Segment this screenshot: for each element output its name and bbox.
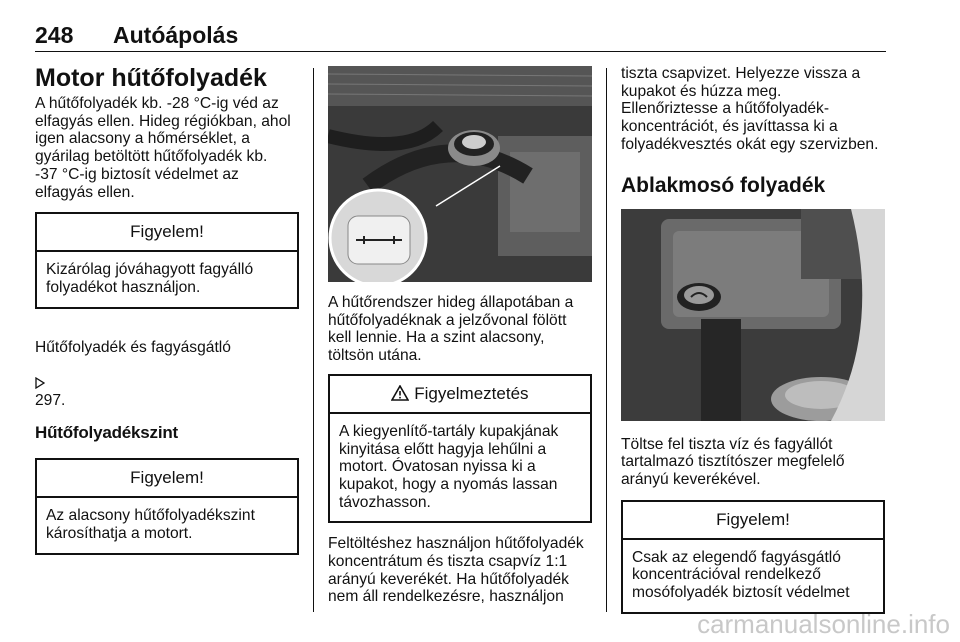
column-2 xyxy=(328,60,592,606)
page-number: 248 xyxy=(35,22,74,48)
notice-box-low-level xyxy=(35,458,299,554)
notice-box-approved-antifreeze xyxy=(35,212,299,308)
column-1 xyxy=(35,60,299,555)
coolant-level-text: A hűtőrendszer hideg állapotában a hűtőfolyadéknak a jelzővonal fölött kell lennie. Ha a szint alacsony, töltsön utána. xyxy=(328,294,574,365)
column-3 xyxy=(621,60,885,614)
reference-page: 297. xyxy=(35,392,66,410)
coolant-heading: Motor hűtőfolyadék xyxy=(35,64,267,92)
warning-triangle-icon xyxy=(391,385,409,401)
cross-reference xyxy=(35,322,299,411)
refill-continued-text: tiszta csapvizet. Helyezze vissza a kupakot és húzza meg. Ellenőriztesse a hűtőfolyadék- koncentrációt, és javíttassa ki a folyadékvesztés okát egy szervizben. xyxy=(621,65,879,153)
notice-box-washer xyxy=(621,500,885,614)
washer-reservoir-photo xyxy=(621,209,885,421)
washer-fluid-heading: Ablakmosó folyadék xyxy=(621,173,826,197)
coolant-reservoir-illustration xyxy=(328,66,592,282)
page-ref-arrow-icon xyxy=(35,377,45,389)
notice-text: Csak az elegendő fagyásgátló koncentrációval rendelkező mosófolyadék biztosít védelmet xyxy=(632,548,850,602)
notice-text: Az alacsony hűtőfolyadékszint károsíthatja a motort. xyxy=(46,507,255,542)
refill-text: Feltöltéshez használjon hűtőfolyadék koncentrátum és tiszta csapvíz 1:1 arányú keverékét. Ha hűtőfolyadék nem áll rendelkezésre, használjon xyxy=(328,535,584,606)
notice-text: Kizárólag jóváhagyott fagyálló folyadékot használjon. xyxy=(46,261,254,296)
warning-box xyxy=(328,374,592,524)
warning-title: Figyelmeztetés xyxy=(414,383,529,403)
watermark: carmanualsonline.info xyxy=(697,609,950,639)
column-divider xyxy=(606,68,607,612)
notice-title: Figyelem! xyxy=(37,214,297,252)
coolant-level-heading: Hűtőfolyadékszint xyxy=(35,423,179,443)
notice-title: Figyelem! xyxy=(37,460,297,498)
column-divider xyxy=(313,68,314,612)
washer-reservoir-illustration xyxy=(621,209,885,421)
coolant-reservoir-photo xyxy=(328,66,592,282)
page-header xyxy=(35,22,885,52)
reference-text: Hűtőfolyadék és fagyásgátló xyxy=(35,339,231,357)
notice-title: Figyelem! xyxy=(623,502,883,540)
coolant-intro: A hűtőfolyadék kb. -28 °C-ig véd az elfagyás ellen. Hideg régiókban, ahol igen alacsony a hőmérséklet, a gyárilag betöltött hűtőfolyadék kb. -37 °C-ig biztosít védelmet az elfagyás ellen. xyxy=(35,95,291,201)
washer-fill-text: Töltse fel tiszta víz és fagyállót tartalmazó tisztítószer megfelelő arányú keverékével. xyxy=(621,435,845,488)
section-title: Autóápolás xyxy=(113,22,239,48)
warning-header xyxy=(330,376,590,414)
header-rule xyxy=(35,51,886,52)
warning-text: A kiegyenlítő-tartály kupakjának kinyitása előtt hagyja lehűlni a motort. Óvatosan nyissa ki a kupakot, hogy a nyomás lassan távozhasson. xyxy=(339,422,559,511)
